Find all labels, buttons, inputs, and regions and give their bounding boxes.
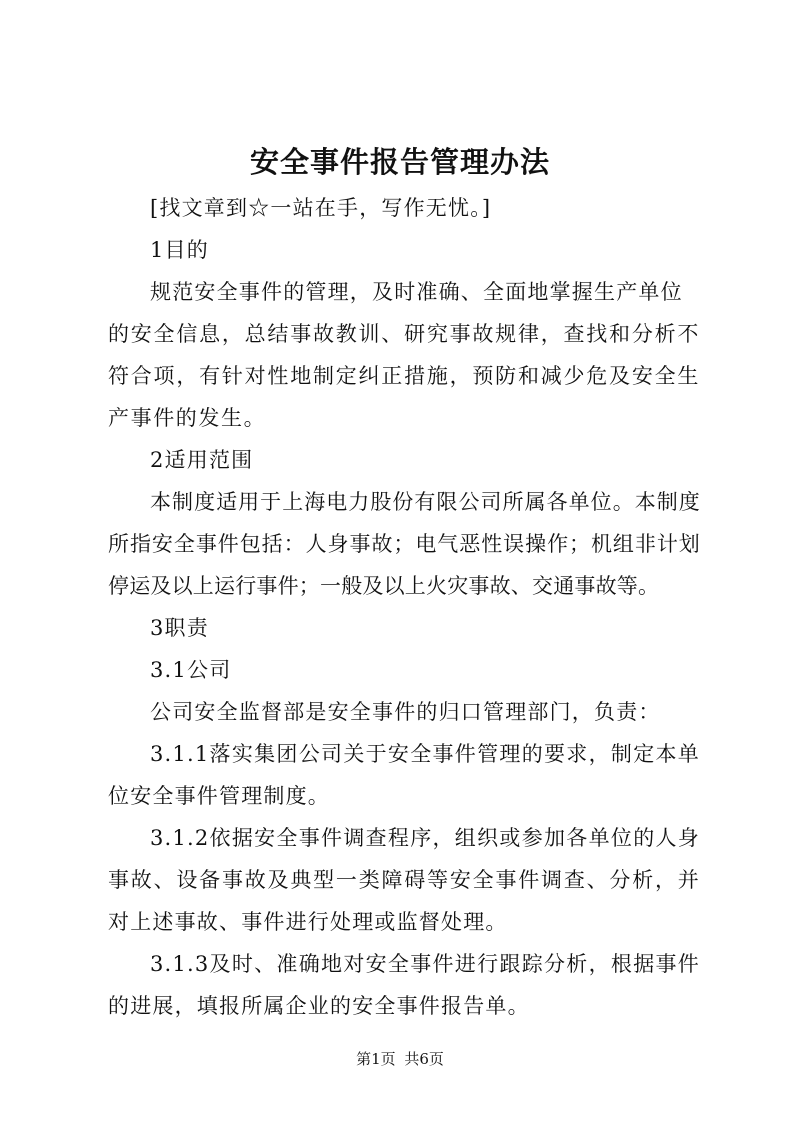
clause-3-1-2: 3.1.2依据安全事件调查程序，组织或参加各单位的人身事故、设备事故及典型一类障碍等安全事件调查、分析，并对上述事故、事件进行处理或监督处理。 xyxy=(108,826,700,934)
source-note: [找文章到☆一站在手，写作无忧。] xyxy=(150,196,492,220)
section-heading-responsibilities: 3职责 xyxy=(150,616,209,640)
clause-3-1-1: 3.1.1落实集团公司关于安全事件管理的要求，制定本单位安全事件管理制度。 xyxy=(108,742,700,808)
purpose-paragraph-line1: 规范安全事件的管理，及时准确、全面地掌握生产单位 xyxy=(150,280,683,304)
scope-paragraph: 本制度适用于上海电力股份有限公司所属各单位。本制度所指安全事件包括：人身事故；电气恶性误操作；机组非计划停运及以上运行事件；一般及以上火灾事故、交通事故等。 xyxy=(108,490,700,598)
document-body xyxy=(108,187,700,1027)
section-heading-purpose: 1目的 xyxy=(150,238,209,262)
section-heading-scope: 2适用范围 xyxy=(150,448,254,472)
document-title: 安全事件报告管理办法 xyxy=(249,145,550,179)
page-total: 共6页 xyxy=(404,1050,444,1068)
purpose-paragraph-continued: 的安全信息，总结事故教训、研究事故规律，查找和分析不符合项，有针对性地制定纠正措施，预防和减少危及安全生产事件的发生。 xyxy=(108,322,700,430)
subsection-heading-company: 3.1公司 xyxy=(150,658,232,682)
clause-3-1-3: 3.1.3及时、准确地对安全事件进行跟踪分析，根据事件的进展，填报所属企业的安全事件报告单。 xyxy=(108,952,700,1018)
page-number: 第1页 xyxy=(356,1050,396,1068)
company-duty-intro: 公司安全监督部是安全事件的归口管理部门，负责： xyxy=(150,700,661,724)
page-footer xyxy=(0,1048,800,1070)
